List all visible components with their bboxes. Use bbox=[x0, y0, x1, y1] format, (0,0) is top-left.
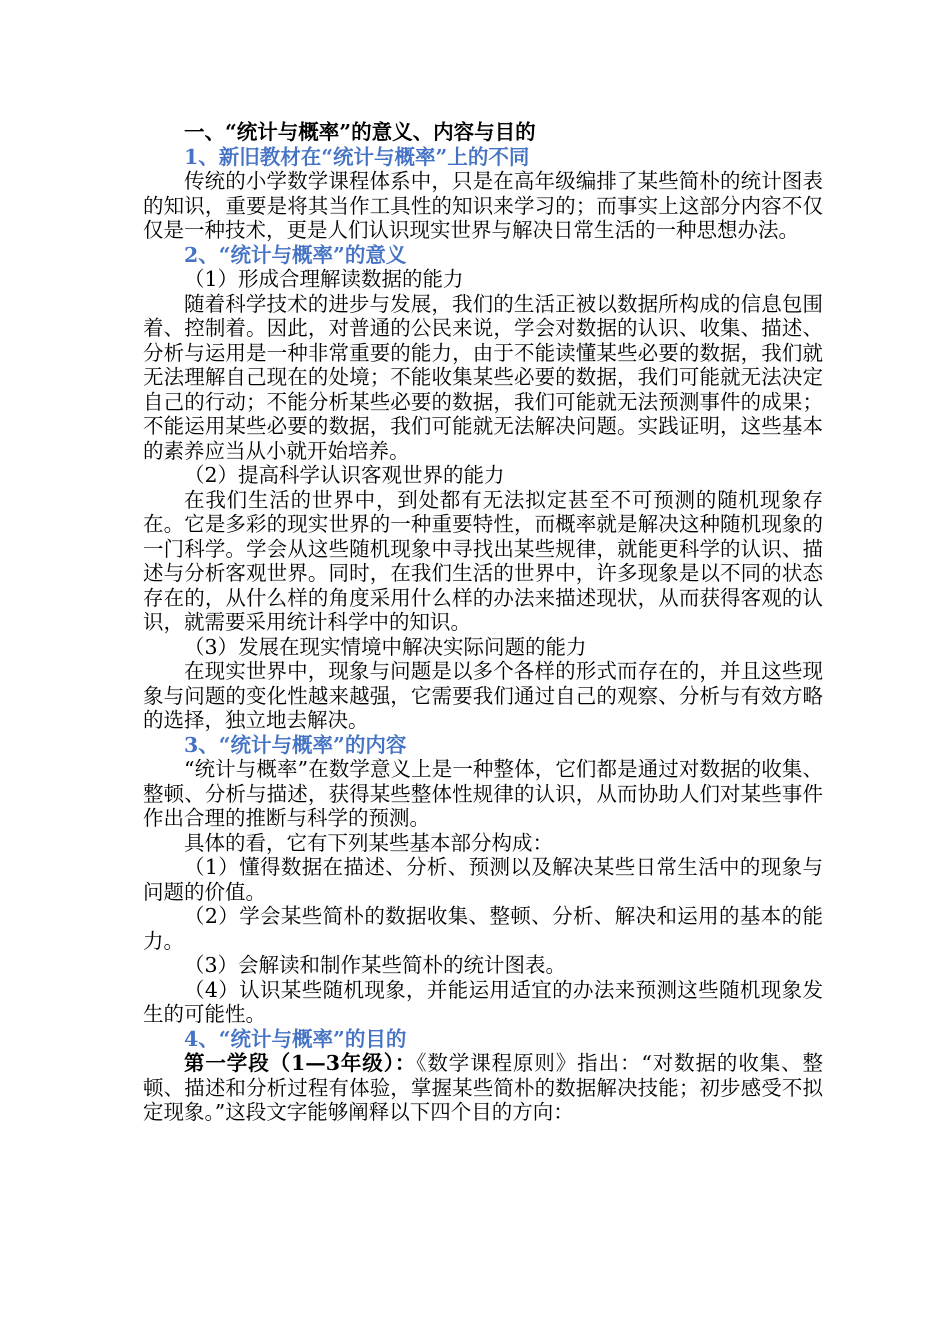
section-3-paragraph-1: “统计与概率”在数学意义上是一种整体，它们都是通过对数据的收集、整顿、分析与描述，获得某些整体性规律的认识，从而协助人们对某些事件作出合理的推断与科学的预测。 bbox=[143, 757, 823, 830]
section-3-item-4: （4）认识某些随机现象，并能运用适宜的办法来预测这些随机现象发生的可能性。 bbox=[143, 977, 823, 1026]
section-4-text: 《数学课程原则》指出：“对数据的收集、整顿、描述和分析过程有体验，掌握某些简朴的数据解决技能；初步感受不拟定现象。”这段文字能够阐释以下四个目的方向： bbox=[143, 1051, 824, 1124]
section-2-subheading-3: （3）发展在现实情境中解决实际问题的能力 bbox=[184, 634, 587, 659]
section-1-heading: 1、新旧教材在“统计与概率”上的不同 bbox=[184, 144, 530, 169]
section-4-heading: 4、“统计与概率”的目的 bbox=[184, 1026, 407, 1051]
section-3-item-3: （3）会解读和制作某些简朴的统计图表。 bbox=[184, 953, 567, 977]
section-3-item-1: （1）懂得数据在描述、分析、预测以及解决某些日常生活中的现象与问题的价值。 bbox=[143, 855, 823, 904]
section-2-paragraph-1: 随着科学技术的进步与发展，我们的生活正被以数据所构成的信息包围着、控制着。因此，对普通的公民来说，学会对数据的认识、收集、描述、分析与运用是一种非常重要的能力，由于不能读懂某些必要的数据，我们就无法理解自己现在的处境；不能收集某些必要的数据，我们可能就无法决定自己的行动；不能分析某些必要的数据，我们可能就无法预测事件的成果；不能运用某些必要的数据，我们可能就无法解决问题。实践证明，这些基本的素养应当从小就开始培养。 bbox=[143, 291, 823, 463]
section-3-paragraph-2: 具体的看，它有下列某些基本部分构成： bbox=[184, 830, 553, 855]
section-2-subheading-1: （1）形成合理解读数据的能力 bbox=[184, 267, 464, 291]
section-1-paragraph: 传统的小学数学课程体系中，只是在高年级编排了某些简朴的统计图表的知识，重要是将其当作工具性的知识来学习的；而事实上这部分内容不仅仅是一种技术，更是人们认识现实世界与解决日常生活的一种思想办法。 bbox=[143, 169, 823, 242]
section-2-subheading-2: （2）提高科学认识客观世界的能力 bbox=[184, 463, 505, 487]
section-2-heading: 2、“统计与概率”的意义 bbox=[184, 242, 407, 267]
section-4-paragraph bbox=[143, 1051, 823, 1125]
main-title: 一、“统计与概率”的意义、内容与目的 bbox=[184, 120, 536, 144]
section-4-lead: 第一学段（1—3年级）： bbox=[184, 1051, 417, 1075]
section-2-paragraph-2: 在我们生活的世界中，到处都有无法拟定甚至不可预测的随机现象存在。它是多彩的现实世界的一种重要特性，而概率就是解决这种随机现象的一门科学。学会从这些随机现象中寻找出某些规律，就能更科学的认识、描述与分析客观世界。同时，在我们生活的世界中，许多现象是以不同的状态存在的，从什么样的角度采用什么样的办法来描述现状，从而获得客观的认识，就需要采用统计科学中的知识。 bbox=[143, 487, 823, 634]
section-3-heading: 3、“统计与概率”的内容 bbox=[184, 732, 407, 757]
document-page bbox=[143, 120, 823, 1125]
section-2-paragraph-3: 在现实世界中，现象与问题是以多个各样的形式而存在的，并且这些现象与问题的变化性越来越强，它需要我们通过自己的观察、分析与有效方略的选择，独立地去解决。 bbox=[143, 659, 823, 732]
section-3-item-2: （2）学会某些简朴的数据收集、整顿、分析、解决和运用的基本的能力。 bbox=[143, 904, 823, 953]
